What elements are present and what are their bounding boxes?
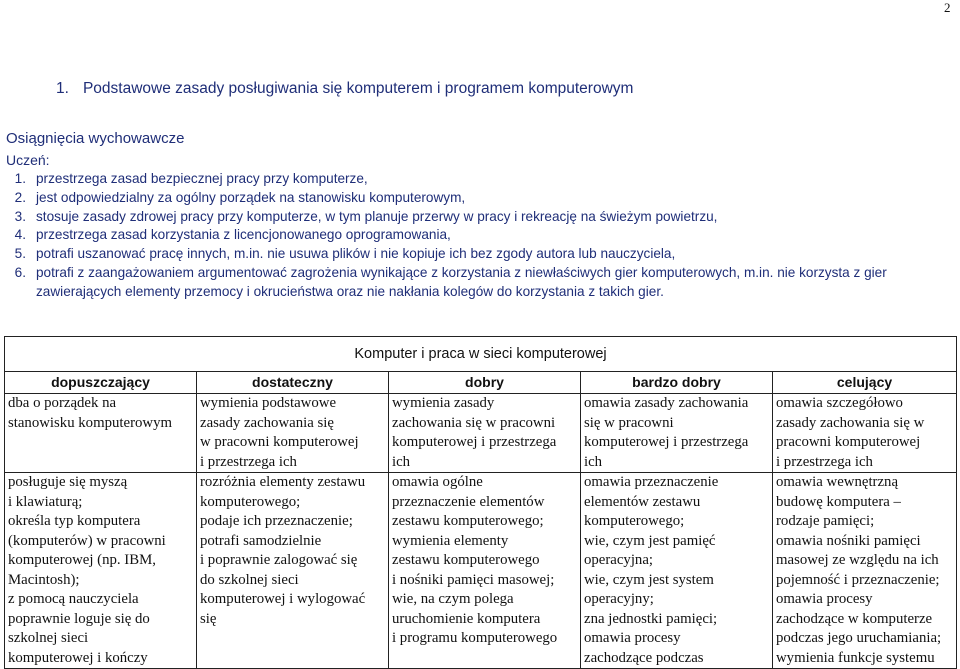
goal-number: 6. (14, 264, 26, 280)
goal-text: potrafi uszanować pracę innych, m.in. nie usuwa plików i nie kopiuje ich bez zgody autora lub nauczyciela, (36, 246, 676, 262)
table-cell (5, 394, 197, 473)
cell-text-line: rozróżnia elementy zestawu (200, 474, 366, 490)
cell-text-line: ich (392, 453, 411, 470)
cell-text-line: komputerowej i kończy (8, 649, 148, 666)
cell-text-line: i klawiaturą; (8, 493, 83, 510)
table-row (5, 473, 957, 669)
cell-text-line: komputerowej (np. IBM, (8, 552, 156, 568)
goals-list (6, 170, 956, 302)
cell-text-line: zasady zachowania się (200, 414, 334, 431)
cell-text-line: uruchomienie komputera (392, 610, 541, 627)
header-cell: dobry (389, 371, 581, 394)
header-cell: dostateczny (197, 371, 389, 394)
section-number: 1. (56, 80, 69, 97)
goal-item (6, 208, 956, 227)
table-cell (773, 473, 957, 669)
header-cell: celujący (773, 371, 957, 394)
cell-text-line: komputerowego; (584, 513, 685, 529)
goal-text: stosuje zasady zdrowej pracy przy komputerze, w tym planuje przerwy w pracy i rekreację na świeżym powietrzu, (36, 208, 718, 224)
goal-number: 1. (14, 171, 26, 186)
cell-text-line: budowę komputera – (776, 493, 901, 510)
cell-text-line: zasady zachowania się w (776, 414, 925, 431)
cell-text-line: rodzaje pamięci; (776, 513, 875, 529)
cell-text-line: zachodzące w komputerze (776, 610, 933, 627)
cell-text-line: zachodzące podczas (584, 649, 704, 666)
cell-text-line: zestawu komputerowego; (392, 513, 544, 529)
goal-number: 4. (14, 227, 26, 243)
table-cell (389, 473, 581, 669)
cell-text-line: elementów zestawu (584, 493, 701, 510)
table-row (5, 394, 957, 473)
cell-text-line: wie, czym jest system (584, 571, 714, 588)
cell-text-line: wymienia zasady (392, 395, 495, 411)
cell-text-line: zestawu komputerowego (392, 552, 540, 568)
cell-text-line: omawia nośniki pamięci (776, 532, 921, 549)
section-title: Podstawowe zasady posługiwania się komputerem i programem komputerowym (82, 80, 634, 97)
goal-text: przestrzega zasad korzystania z licencjonowanego oprogramowania, (36, 227, 451, 243)
cell-text-line: zna jednostki pamięci; (584, 610, 718, 627)
table-cell (389, 394, 581, 473)
cell-text-line: ich (584, 453, 603, 470)
goal-item (6, 170, 956, 189)
cell-text-line: i programu komputerowego (392, 630, 558, 646)
table-header-row (5, 371, 957, 394)
cell-text-line: omawia zasady zachowania (584, 395, 749, 411)
cell-text-line: do szkolnej sieci (200, 571, 299, 588)
cell-text-line: i poprawnie zalogować się (200, 552, 358, 568)
cell-text-line: stanowisku komputerowym (8, 414, 172, 431)
goal-number: 2. (14, 189, 26, 205)
cell-text-line: masowej ze względu na ich (776, 552, 939, 568)
cell-text-line: wymienia podstawowe (200, 395, 337, 411)
cell-text-line: w pracowni komputerowej (200, 434, 359, 450)
cell-text-line: z pomocą nauczyciela (8, 591, 139, 607)
goal-item (6, 226, 956, 245)
cell-text-line: pojemność i przeznaczenie; (776, 571, 940, 588)
cell-text-line: komputerowej i przestrzega (392, 434, 557, 450)
section-heading (56, 80, 633, 98)
cell-text-line: szkolnej sieci (8, 630, 89, 646)
cell-text-line: i przestrzega ich (200, 453, 297, 470)
cell-text-line: omawia procesy (584, 630, 681, 646)
goals-heading: Osiągnięcia wychowawcze (6, 130, 185, 147)
cell-text-line: (komputerów) w pracowni (8, 532, 166, 549)
cell-text-line: przeznaczenie elementów (392, 493, 545, 510)
cell-text-line: komputerowej i przestrzega (584, 434, 749, 450)
requirements-table (4, 336, 957, 669)
header-cell: bardzo dobry (581, 371, 773, 394)
cell-text-line: zachowania się w pracowni (392, 414, 556, 431)
goal-number: 3. (14, 208, 26, 224)
cell-text-line: operacyjny; (584, 591, 654, 607)
cell-text-line: operacyjna; (584, 552, 654, 568)
goal-text: przestrzega zasad bezpiecznej pracy przy komputerze, (36, 171, 368, 186)
cell-text-line: się w pracowni (584, 414, 674, 431)
cell-text-line: omawia wewnętrzną (776, 474, 899, 490)
table-cell (197, 473, 389, 669)
cell-text-line: poprawnie loguje się do (8, 610, 150, 627)
table-cell (197, 394, 389, 473)
goal-item (6, 189, 956, 208)
student-label: Uczeń: (6, 152, 50, 168)
table-cell (773, 394, 957, 473)
cell-text-line: omawia ogólne (392, 474, 483, 490)
cell-text-line: się (200, 610, 217, 627)
cell-text-line: wymienia funkcje systemu (776, 649, 935, 666)
cell-text-line: omawia procesy (776, 591, 873, 607)
cell-text-line: Macintosh); (8, 571, 80, 588)
cell-text-line: i nośniki pamięci masowej; (392, 571, 555, 588)
cell-text-line: i przestrzega ich (776, 453, 873, 470)
cell-text-line: posługuje się myszą (8, 474, 128, 490)
cell-text-line: pracowni komputerowej (776, 434, 921, 450)
header-cell: dopuszczający (5, 371, 197, 394)
table-cell (581, 473, 773, 669)
cell-text-line: podczas jego uruchamiania; (776, 630, 942, 646)
cell-text-line: określa typ komputera (8, 513, 141, 529)
cell-text-line: podaje ich przeznaczenie; (200, 513, 353, 529)
cell-text-line: komputerowego; (200, 493, 301, 510)
goal-item (6, 264, 956, 302)
cell-text-line: wie, na czym polega (392, 591, 514, 607)
goal-text: jest odpowiedzialny za ogólny porządek na stanowisku komputerowym, (36, 189, 466, 205)
cell-text-line: dba o porządek na (8, 395, 117, 411)
cell-text-line: wymienia elementy (392, 532, 509, 549)
table-title: Komputer i praca w sieci komputerowej (5, 337, 957, 372)
cell-text-line: omawia przeznaczenie (584, 474, 719, 490)
cell-text-line: omawia szczegółowo (776, 395, 903, 411)
table-cell (5, 473, 197, 669)
table-body (5, 394, 957, 669)
goal-item (6, 245, 956, 264)
page-number: 2 (944, 0, 951, 15)
cell-text-line: potrafi samodzielnie (200, 532, 322, 549)
goal-text: potrafi z zaangażowaniem argumentować zagrożenia wynikające z korzystania z niewłaściwych gier komputerowych, m.in. nie korzysta z gier zawierających elementy przemocy i okrucieństwa oraz nie nakłania kolegów do korzystania z takich gier. (36, 264, 887, 299)
cell-text-line: wie, czym jest pamięć (584, 532, 716, 549)
cell-text-line: komputerowej i wylogować (200, 591, 366, 607)
goal-number: 5. (14, 246, 26, 262)
table-cell (581, 394, 773, 473)
